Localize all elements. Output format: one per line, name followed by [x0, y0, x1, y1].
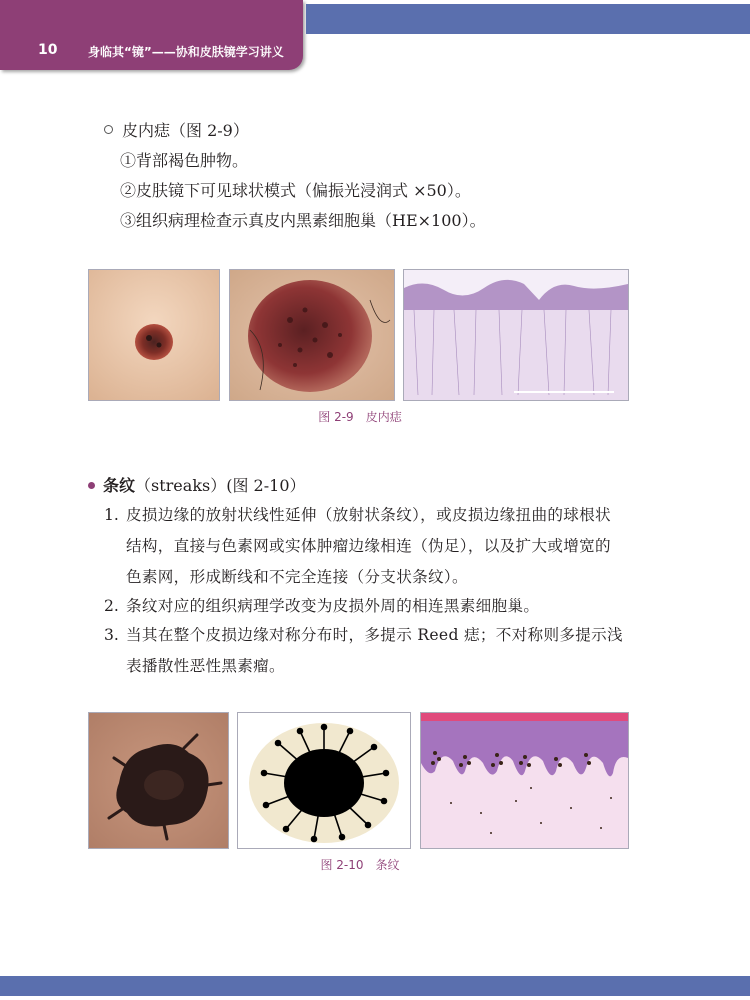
circle-bullet-icon	[104, 125, 113, 134]
numbered-item-2	[104, 591, 644, 622]
section-heading-streaks	[88, 476, 306, 496]
list-item: ②皮肤镜下可见球状模式（偏振光浸润式 ×50）。	[120, 181, 471, 200]
item-line: 结构，直接与色素网或实体肿瘤边缘相连（伪足），以及扩大或增宽的	[126, 537, 611, 555]
item-number: 1.	[104, 506, 119, 524]
footer-bar	[0, 976, 750, 996]
histology-peripheral-nests	[420, 712, 629, 849]
dermoscopy-streaks-melanoma	[88, 712, 229, 849]
figure-caption-2-9: 图 2-9 皮内痣	[318, 410, 402, 424]
item-number: 2.	[104, 597, 119, 615]
numbered-item-1	[104, 500, 644, 593]
section-heading-suffix: （streaks）(图 2-10）	[135, 476, 306, 495]
section-heading-text: 皮内痣（图 2-9）	[122, 121, 249, 140]
item-line: 条纹对应的组织病理学改变为皮损外周的相连黑素细胞巢。	[126, 597, 540, 615]
item-line: 表播散性恶性黑素瘤。	[126, 657, 285, 675]
page-number: 10	[38, 42, 58, 58]
item-number: 3.	[104, 626, 119, 644]
dermoscopy-globular-pattern	[229, 269, 395, 401]
numbered-item-3	[104, 620, 644, 682]
dot-bullet-icon	[88, 482, 95, 489]
item-line: 当其在整个皮损边缘对称分布时，多提示 Reed 痣；不对称则多提示浅	[126, 626, 623, 644]
header-decoration-bar	[306, 4, 750, 34]
diagram-radial-streaks	[237, 712, 411, 849]
figure-caption-2-10: 图 2-10 条纹	[320, 858, 400, 872]
clinical-photo-nevus	[88, 269, 220, 401]
item-line: 色素网，形成断线和不完全连接（分支状条纹）。	[126, 568, 468, 586]
header-bar	[0, 0, 303, 70]
section-heading-text: 条纹	[103, 476, 136, 495]
list-item: ①背部褐色肿物。	[120, 151, 249, 170]
section-heading-intradermal-nevus	[104, 121, 249, 141]
running-title: 身临其“镜”——协和皮肤镜学习讲义	[88, 45, 284, 59]
histology-dermal-nests	[403, 269, 629, 401]
item-line: 皮损边缘的放射状线性延伸（放射状条纹），或皮损边缘扭曲的球根状	[126, 506, 611, 524]
list-item: ③组织病理检查示真皮内黑素细胞巢（HE×100）。	[120, 211, 486, 230]
